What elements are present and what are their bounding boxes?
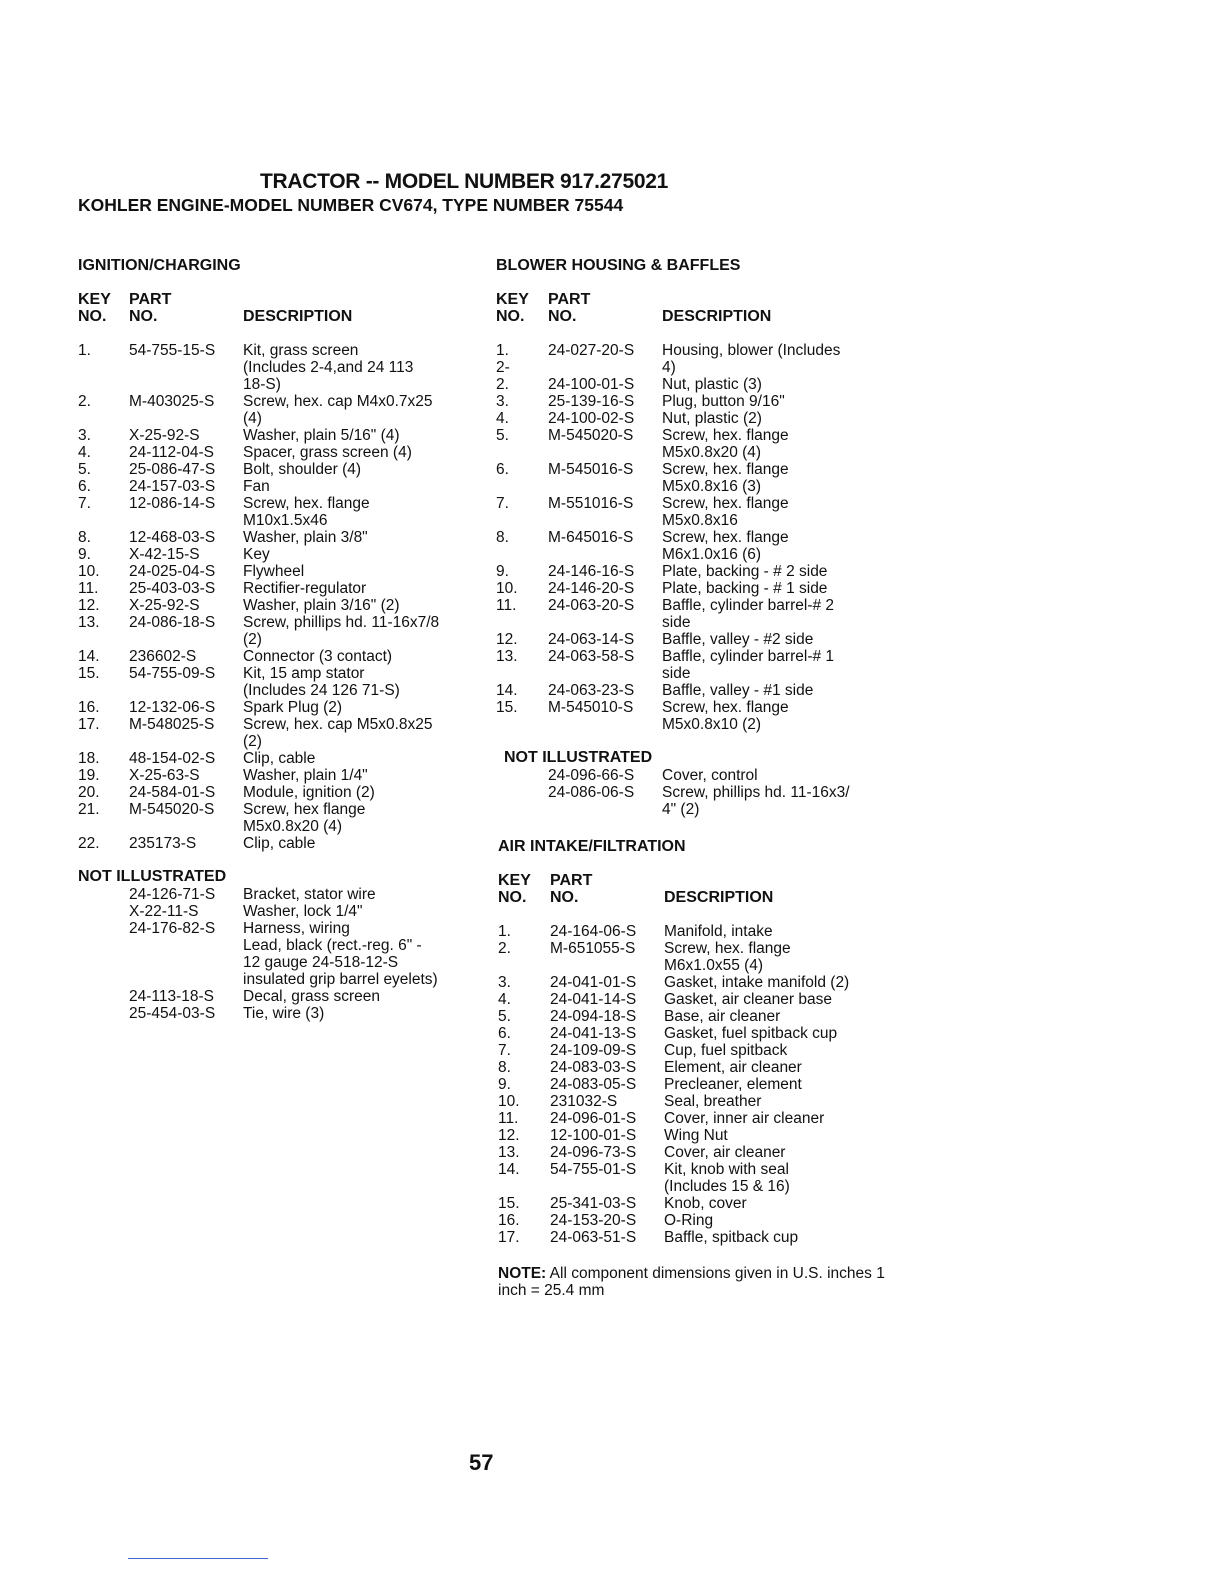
- table-row: [78, 920, 483, 988]
- table-row: [78, 580, 483, 597]
- table-row: [78, 886, 483, 903]
- key-number: 13.: [498, 1144, 520, 1161]
- key-number: 15.: [78, 665, 100, 682]
- table-row: [78, 546, 483, 563]
- note-label: NOTE:: [498, 1265, 547, 1282]
- table-row: [496, 376, 902, 393]
- part-description: Cover, control: [662, 767, 758, 784]
- part-description: Screw, hex. cap M4x0.7x25 (4): [243, 393, 433, 427]
- part-number: M-651055-S: [550, 940, 636, 957]
- part-description: Baffle, cylinder barrel-# 1 side: [662, 648, 835, 682]
- part-description: Screw, hex. cap M5x0.8x25 (2): [243, 716, 433, 750]
- description-header: DESCRIPTION: [243, 308, 353, 325]
- part-number: 24-094-18-S: [550, 1008, 637, 1025]
- part-number: X-22-11-S: [129, 903, 199, 920]
- part-description: Cover, air cleaner: [664, 1144, 786, 1161]
- table-row: [78, 665, 483, 699]
- key-number: [78, 903, 129, 920]
- part-description: Fan: [243, 478, 270, 495]
- part-number: 12-468-03-S: [129, 529, 216, 546]
- key-number: [496, 784, 548, 818]
- table-row: [496, 393, 902, 410]
- part-no-header: NO.: [129, 308, 158, 325]
- table-row: [78, 444, 483, 461]
- key-number: 21.: [78, 801, 100, 818]
- part-description: Baffle, valley - #1 side: [662, 682, 814, 699]
- table-row: [78, 903, 483, 920]
- part-number: 24-027-20-S: [548, 342, 635, 359]
- table-row: [498, 1008, 904, 1025]
- not-illustrated-heading: NOT ILLUSTRATED: [504, 749, 653, 766]
- part-description: Baffle, valley - #2 side: [662, 631, 814, 648]
- key-number: 7.: [498, 1042, 511, 1059]
- part-description: Connector (3 contact): [243, 648, 393, 665]
- key-number: 5.: [78, 461, 91, 478]
- part-description: Screw, hex. flange M5x0.8x16: [662, 495, 789, 529]
- table-row: [78, 716, 483, 750]
- key-header: KEY: [78, 291, 111, 308]
- table-row: [78, 495, 483, 529]
- part-description: Rectifier-regulator: [243, 580, 367, 597]
- part-description: Cover, inner air cleaner: [664, 1110, 825, 1127]
- key-number: 12.: [498, 1127, 520, 1144]
- key-number: 14.: [78, 648, 100, 665]
- table-row: [496, 648, 902, 682]
- note-text: All component dimensions given in U.S. inches 1 inch = 25.4 mm: [498, 1265, 885, 1299]
- key-number: 2.: [496, 376, 509, 393]
- part-description: Decal, grass screen: [243, 988, 380, 1005]
- table-row: [78, 461, 483, 478]
- part-number: X-42-15-S: [129, 546, 200, 563]
- part-number: 24-063-20-S: [548, 597, 635, 614]
- part-description: Gasket, fuel spitback cup: [664, 1025, 838, 1042]
- part-header: PART: [548, 291, 591, 308]
- table-row: [496, 767, 902, 784]
- key-number: 8.: [498, 1059, 511, 1076]
- part-number: X-25-63-S: [129, 767, 200, 784]
- part-number: 25-139-16-S: [548, 393, 635, 410]
- part-description: Housing, blower (Includes 4): [662, 342, 841, 376]
- part-number: 48-154-02-S: [129, 750, 216, 767]
- key-number: 4.: [78, 444, 91, 461]
- table-row: [496, 631, 902, 648]
- part-description: Nut, plastic (3): [662, 376, 762, 393]
- part-description: Washer, plain 3/16" (2): [243, 597, 400, 614]
- part-number: 24-126-71-S: [129, 886, 216, 903]
- table-row: [78, 648, 483, 665]
- part-description: Washer, plain 3/8": [243, 529, 368, 546]
- table-row: [498, 1025, 904, 1042]
- description-header: DESCRIPTION: [664, 889, 774, 906]
- key-number: [78, 886, 129, 903]
- part-description: Knob, cover: [664, 1195, 747, 1212]
- table-row: [78, 529, 483, 546]
- key-number: 10.: [498, 1093, 520, 1110]
- page-title: TRACTOR -- MODEL NUMBER 917.275021: [260, 170, 668, 193]
- key-number: 13.: [496, 648, 518, 665]
- part-description: Screw, hex. flange M5x0.8x10 (2): [662, 699, 789, 733]
- part-header: PART: [550, 872, 593, 889]
- not-illustrated-heading: NOT ILLUSTRATED: [78, 868, 227, 885]
- key-number: 15.: [498, 1195, 520, 1212]
- part-description: Plug, button 9/16": [662, 393, 785, 410]
- part-description: Cup, fuel spitback: [664, 1042, 788, 1059]
- part-number: 24-100-01-S: [548, 376, 635, 393]
- table-row: [496, 495, 902, 529]
- part-number: 24-096-01-S: [550, 1110, 637, 1127]
- part-description: Gasket, air cleaner base: [664, 991, 833, 1008]
- part-number: 24-083-05-S: [550, 1076, 637, 1093]
- part-no-header: NO.: [548, 308, 577, 325]
- part-description: Screw, phillips hd. 11-16x3/ 4" (2): [662, 784, 850, 818]
- part-description: Spark Plug (2): [243, 699, 343, 716]
- page-number: 57: [469, 1450, 494, 1475]
- part-number: 25-086-47-S: [129, 461, 216, 478]
- key-number: 17.: [498, 1229, 520, 1246]
- table-row: [498, 1212, 904, 1229]
- part-number: 235173-S: [129, 835, 197, 852]
- key-number: 10.: [78, 563, 100, 580]
- part-description: Screw, hex. flange M6x1.0x55 (4): [664, 940, 791, 974]
- not-illustrated-list: [78, 886, 483, 1022]
- part-number: M-545020-S: [548, 427, 634, 444]
- table-row: [498, 1110, 904, 1127]
- table-row: [498, 1093, 904, 1110]
- part-number: 24-041-14-S: [550, 991, 637, 1008]
- description-header: DESCRIPTION: [662, 308, 772, 325]
- table-row: [498, 1161, 904, 1195]
- table-row: [78, 478, 483, 495]
- table-row: [496, 597, 902, 631]
- part-number: 25-454-03-S: [129, 1005, 216, 1022]
- part-number: 24-584-01-S: [129, 784, 216, 801]
- table-row: [78, 393, 483, 427]
- key-number: 15.: [496, 699, 518, 716]
- part-description: Screw, hex. flange M5x0.8x20 (4): [662, 427, 789, 461]
- part-description: Kit, knob with seal (Includes 15 & 16): [664, 1161, 790, 1195]
- part-number: 24-112-04-S: [129, 444, 215, 461]
- part-number: M-545016-S: [548, 461, 634, 478]
- key-number: 4.: [496, 410, 509, 427]
- part-description: Washer, plain 5/16" (4): [243, 427, 400, 444]
- part-description: Clip, cable: [243, 835, 316, 852]
- table-row: [78, 614, 483, 648]
- key-number: 11.: [496, 597, 517, 614]
- part-description: Key: [243, 546, 270, 563]
- part-number: M-545010-S: [548, 699, 634, 716]
- key-number: 5.: [496, 427, 509, 444]
- part-number: 24-153-20-S: [550, 1212, 637, 1229]
- key-number: 16.: [498, 1212, 520, 1229]
- table-row: [78, 835, 483, 852]
- key-number: 11.: [498, 1110, 519, 1127]
- key-number: 3.: [496, 393, 509, 410]
- part-description: Bracket, stator wire: [243, 886, 376, 903]
- part-number: 24-041-13-S: [550, 1025, 637, 1042]
- key-number: [496, 767, 548, 784]
- table-row: [498, 1195, 904, 1212]
- key-number: 20.: [78, 784, 100, 801]
- part-description: Seal, breather: [664, 1093, 762, 1110]
- table-row: [78, 699, 483, 716]
- table-row: [496, 427, 902, 461]
- part-description: Harness, wiring Lead, black (rect.-reg. 6" - 12 gauge 24-518-12-S insulated grip barrel eyelets): [243, 920, 438, 988]
- part-description: Nut, plastic (2): [662, 410, 762, 427]
- part-description: Precleaner, element: [664, 1076, 802, 1093]
- part-description: O-Ring: [664, 1212, 714, 1229]
- part-description: Washer, plain 1/4": [243, 767, 368, 784]
- table-row: [498, 1059, 904, 1076]
- table-row: [78, 750, 483, 767]
- key-number: 6.: [498, 1025, 511, 1042]
- key-number: [78, 920, 129, 988]
- part-description: Screw, hex. flange M5x0.8x16 (3): [662, 461, 789, 495]
- column-header: [496, 291, 902, 325]
- part-number: M-645016-S: [548, 529, 634, 546]
- key-number: 1. 2-: [496, 342, 510, 376]
- part-description: Screw, hex. flange M6x1.0x16 (6): [662, 529, 789, 563]
- part-number: X-25-92-S: [129, 427, 200, 444]
- ignition-section: [78, 257, 483, 1022]
- part-description: Plate, backing - # 2 side: [662, 563, 828, 580]
- part-number: 24-146-16-S: [548, 563, 635, 580]
- key-number: 7.: [496, 495, 509, 512]
- key-number: 18.: [78, 750, 100, 767]
- part-number: 12-132-06-S: [129, 699, 216, 716]
- part-description: Base, air cleaner: [664, 1008, 781, 1025]
- key-no-header: NO.: [496, 308, 525, 325]
- parts-list: [78, 342, 483, 852]
- part-description: Kit, grass screen (Includes 2-4,and 24 113 18-S): [243, 342, 414, 393]
- key-number: 3.: [78, 427, 91, 444]
- part-number: 24-113-18-S: [129, 988, 215, 1005]
- key-number: 3.: [498, 974, 511, 991]
- key-number: 12.: [496, 631, 518, 648]
- key-number: 8.: [78, 529, 91, 546]
- part-description: Clip, cable: [243, 750, 316, 767]
- key-number: 2.: [498, 940, 511, 957]
- part-number: X-25-92-S: [129, 597, 200, 614]
- table-row: [78, 784, 483, 801]
- part-number: 24-086-06-S: [548, 784, 635, 801]
- key-number: 1.: [78, 342, 91, 359]
- key-number: 12.: [78, 597, 100, 614]
- table-row: [498, 923, 904, 940]
- column-header: [78, 291, 483, 325]
- part-number: 24-146-20-S: [548, 580, 635, 597]
- key-number: [78, 1005, 129, 1022]
- parts-list: [498, 923, 904, 1246]
- key-number: 16.: [78, 699, 100, 716]
- air-intake-section: [498, 838, 904, 1246]
- part-description: Baffle, cylinder barrel-# 2 side: [662, 597, 835, 631]
- key-number: 13.: [78, 614, 100, 631]
- part-number: 54-755-15-S: [129, 342, 216, 359]
- blower-section: [496, 257, 902, 818]
- table-row: [78, 427, 483, 444]
- key-number: [78, 988, 129, 1005]
- part-number: 24-176-82-S: [129, 920, 216, 937]
- key-number: 22.: [78, 835, 100, 852]
- table-row: [498, 1127, 904, 1144]
- table-row: [78, 988, 483, 1005]
- part-number: 24-041-01-S: [550, 974, 637, 991]
- key-number: 9.: [498, 1076, 511, 1093]
- key-number: 19.: [78, 767, 100, 784]
- key-number: 8.: [496, 529, 509, 546]
- table-row: [496, 784, 902, 818]
- part-number: 12-086-14-S: [129, 495, 216, 512]
- key-no-header: NO.: [498, 889, 527, 906]
- key-number: 10.: [496, 580, 518, 597]
- part-description: Screw, hex. flange M10x1.5x46: [243, 495, 370, 529]
- part-description: Tie, wire (3): [243, 1005, 325, 1022]
- part-number: 25-403-03-S: [129, 580, 216, 597]
- section-heading: AIR INTAKE/FILTRATION: [498, 838, 686, 855]
- table-row: [78, 801, 483, 835]
- table-row: [498, 974, 904, 991]
- part-number: 24-100-02-S: [548, 410, 635, 427]
- part-description: Manifold, intake: [664, 923, 773, 940]
- part-description: Kit, 15 amp stator (Includes 24 126 71-S): [243, 665, 400, 699]
- part-description: Element, air cleaner: [664, 1059, 802, 1076]
- part-number: M-548025-S: [129, 716, 215, 733]
- key-number: 6.: [78, 478, 91, 495]
- key-number: 9.: [78, 546, 91, 563]
- part-number: M-551016-S: [548, 495, 634, 512]
- table-row: [498, 1144, 904, 1161]
- table-row: [498, 1042, 904, 1059]
- table-row: [498, 1076, 904, 1093]
- table-row: [78, 563, 483, 580]
- page-subtitle: KOHLER ENGINE-MODEL NUMBER CV674, TYPE NUMBER 75544: [78, 195, 624, 215]
- part-number: 24-063-14-S: [548, 631, 635, 648]
- table-row: [498, 991, 904, 1008]
- part-number: 24-157-03-S: [129, 478, 216, 495]
- part-description: Gasket, intake manifold (2): [664, 974, 850, 991]
- table-row: [78, 597, 483, 614]
- table-row: [78, 1005, 483, 1022]
- part-number: 54-755-09-S: [129, 665, 216, 682]
- part-number: 24-063-58-S: [548, 648, 635, 665]
- key-number: 1.: [498, 923, 511, 940]
- table-row: [496, 699, 902, 733]
- part-header: PART: [129, 291, 172, 308]
- table-row: [496, 342, 902, 376]
- key-number: 11.: [78, 580, 99, 597]
- key-header: KEY: [498, 872, 531, 889]
- part-description: Wing Nut: [664, 1127, 728, 1144]
- table-row: [496, 410, 902, 427]
- key-number: 6.: [496, 461, 509, 478]
- part-number: 24-109-09-S: [550, 1042, 637, 1059]
- part-description: Plate, backing - # 1 side: [662, 580, 828, 597]
- part-number: 236602-S: [129, 648, 197, 665]
- table-row: [496, 682, 902, 699]
- key-number: 9.: [496, 563, 509, 580]
- part-number: 231032-S: [550, 1093, 618, 1110]
- table-row: [496, 563, 902, 580]
- table-row: [78, 767, 483, 784]
- key-no-header: NO.: [78, 308, 107, 325]
- part-number: 24-086-18-S: [129, 614, 216, 631]
- key-number: 5.: [498, 1008, 511, 1025]
- part-number: 24-096-73-S: [550, 1144, 637, 1161]
- part-number: 24-096-66-S: [548, 767, 635, 784]
- part-number: 54-755-01-S: [550, 1161, 637, 1178]
- part-description: Baffle, spitback cup: [664, 1229, 799, 1246]
- part-description: Bolt, shoulder (4): [243, 461, 362, 478]
- table-row: [498, 940, 904, 974]
- part-description: Module, ignition (2): [243, 784, 375, 801]
- part-number: 24-083-03-S: [550, 1059, 637, 1076]
- column-header: [498, 872, 904, 906]
- section-heading: BLOWER HOUSING & BAFFLES: [496, 257, 741, 274]
- part-number: 24-063-51-S: [550, 1229, 637, 1246]
- key-number: 17.: [78, 716, 100, 733]
- part-number: 24-025-04-S: [129, 563, 216, 580]
- dimension-note: [498, 1265, 898, 1299]
- footer-rule: [128, 1558, 268, 1559]
- parts-list: [496, 342, 902, 733]
- table-row: [496, 580, 902, 597]
- part-number: 24-164-06-S: [550, 923, 637, 940]
- section-heading: IGNITION/CHARGING: [78, 257, 241, 274]
- part-description: Washer, lock 1/4": [243, 903, 363, 920]
- part-number: M-545020-S: [129, 801, 215, 818]
- not-illustrated-list: [496, 767, 902, 818]
- key-number: 4.: [498, 991, 511, 1008]
- key-number: 2.: [78, 393, 91, 410]
- part-number: 12-100-01-S: [550, 1127, 637, 1144]
- key-header: KEY: [496, 291, 529, 308]
- part-description: Flywheel: [243, 563, 305, 580]
- key-number: 14.: [498, 1161, 520, 1178]
- part-description: Spacer, grass screen (4): [243, 444, 412, 461]
- table-row: [496, 529, 902, 563]
- table-row: [78, 342, 483, 393]
- part-number: M-403025-S: [129, 393, 215, 410]
- table-row: [496, 461, 902, 495]
- part-number: 24-063-23-S: [548, 682, 635, 699]
- part-number: 25-341-03-S: [550, 1195, 637, 1212]
- key-number: 7.: [78, 495, 91, 512]
- part-no-header: NO.: [550, 889, 579, 906]
- part-description: Screw, phillips hd. 11-16x7/8 (2): [243, 614, 440, 648]
- table-row: [498, 1229, 904, 1246]
- key-number: 14.: [496, 682, 518, 699]
- part-description: Screw, hex flange M5x0.8x20 (4): [243, 801, 366, 835]
